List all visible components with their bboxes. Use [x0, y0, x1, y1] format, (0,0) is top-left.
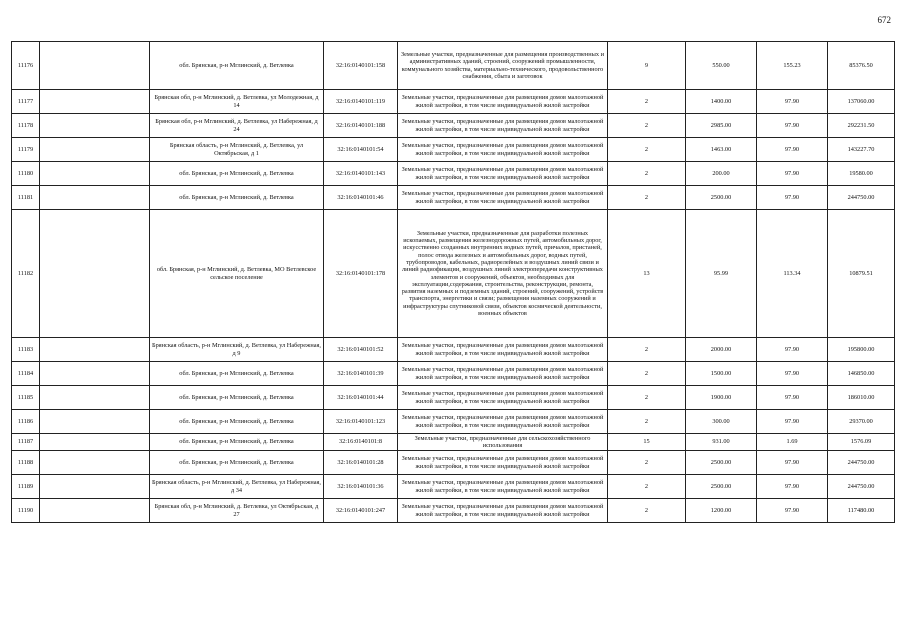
cadastral-number-cell: 32:16:0140101:143: [324, 162, 398, 186]
empty-cell: [40, 451, 150, 475]
cadastral-value-cell: 146850.00: [828, 362, 895, 386]
row-number: 11185: [12, 386, 40, 410]
category-code-cell: 2: [608, 162, 686, 186]
address-cell: обл. Брянская, р-н Мглинский, д. Ветлевка, МО Ветлевское сельское поселение: [150, 210, 324, 338]
area-cell: 2000.00: [686, 338, 757, 362]
address-cell: обл. Брянская, р-н Мглинский, д. Ветлевка: [150, 451, 324, 475]
cadastral-value-cell: 19580.00: [828, 162, 895, 186]
empty-cell: [40, 434, 150, 451]
category-code-cell: 2: [608, 90, 686, 114]
table-row: [12, 499, 895, 523]
row-number: 11189: [12, 475, 40, 499]
category-code-cell: 2: [608, 410, 686, 434]
cadastral-value-cell: 244750.00: [828, 475, 895, 499]
address-cell: Брянская обл, р-н Мглинский, д. Ветлевка, ул Октябрьская, д 27: [150, 499, 324, 523]
cadastral-value-cell: 244750.00: [828, 186, 895, 210]
unit-value-cell: 97.90: [757, 499, 828, 523]
cadastral-value-cell: 292231.50: [828, 114, 895, 138]
land-use-cell: Земельные участки, предназначенные для размещения домов малоэтажной жилой застройки, в том числе индивидуальной жилой застройки: [398, 114, 608, 138]
empty-cell: [40, 210, 150, 338]
land-use-cell: Земельные участки, предназначенные для размещения домов малоэтажной жилой застройки, в том числе индивидуальной жилой застройки: [398, 499, 608, 523]
row-number: 11177: [12, 90, 40, 114]
cadastral-number-cell: 32:16:0140101:46: [324, 186, 398, 210]
land-use-cell: Земельные участки, предназначенные для сельскохозяйственного использования: [398, 434, 608, 451]
area-cell: 300.00: [686, 410, 757, 434]
empty-cell: [40, 410, 150, 434]
area-cell: 2500.00: [686, 475, 757, 499]
table-row: [12, 210, 895, 338]
row-number: 11181: [12, 186, 40, 210]
category-code-cell: 13: [608, 210, 686, 338]
row-number: 11178: [12, 114, 40, 138]
table-row: [12, 138, 895, 162]
cadastral-number-cell: 32:16:0140101:119: [324, 90, 398, 114]
table-row: [12, 90, 895, 114]
category-code-cell: 2: [608, 499, 686, 523]
cadastral-value-cell: 244750.00: [828, 451, 895, 475]
cadastral-number-cell: 32:16:0140101:158: [324, 42, 398, 90]
category-code-cell: 2: [608, 386, 686, 410]
area-cell: 1463.00: [686, 138, 757, 162]
cadastral-number-cell: 32:16:0140101:54: [324, 138, 398, 162]
cadastral-number-cell: 32:16:0140101:44: [324, 386, 398, 410]
category-code-cell: 2: [608, 338, 686, 362]
unit-value-cell: 97.90: [757, 90, 828, 114]
address-cell: обл. Брянская, р-н Мглинский, д. Ветлевка: [150, 42, 324, 90]
unit-value-cell: 97.90: [757, 338, 828, 362]
land-use-cell: Земельные участки, предназначенные для размещения домов малоэтажной жилой застройки, в том числе индивидуальной жилой застройки: [398, 138, 608, 162]
cadastral-number-cell: 32:16:0140101:39: [324, 362, 398, 386]
area-cell: 95.99: [686, 210, 757, 338]
land-use-cell: Земельные участки, предназначенные для размещения домов малоэтажной жилой застройки, в том числе индивидуальной жилой застройки: [398, 362, 608, 386]
area-cell: 1500.00: [686, 362, 757, 386]
unit-value-cell: 155.23: [757, 42, 828, 90]
area-cell: 1200.00: [686, 499, 757, 523]
category-code-cell: 15: [608, 434, 686, 451]
land-use-cell: Земельные участки, предназначенные для разработки полезных ископаемых, размещения железнодорожных путей, автомобильных дорог, искусственно созданных внутренних водных путей, причалов, пристаней, полос отвода железных и автомобильных дорог, водных путей, трубопроводов, кабельных, радиорелейных и воздушных линий связи и линий радиофикации, воздушных линий электропередачи конструктивных элементов и сооружений, объектов, необходимых для эксплуатации,содержания, строительства, реконструкции, ремонта, развития наземных и подземных зданий, строений, сооружений, устройств транспорта, энергетики и связи; размещения наземных сооружений и инфраструктуры спутниковой связи, объектов космической деятельности, военных объектов: [398, 210, 608, 338]
address-cell: Брянская область, р-н Мглинский, д. Ветлевка, ул Октябрьская, д 1: [150, 138, 324, 162]
cadastral-value-cell: 85376.50: [828, 42, 895, 90]
address-cell: обл. Брянская, р-н Мглинский, д. Ветлевка: [150, 410, 324, 434]
category-code-cell: 2: [608, 138, 686, 162]
empty-cell: [40, 362, 150, 386]
row-number: 11183: [12, 338, 40, 362]
row-number: 11188: [12, 451, 40, 475]
land-use-cell: Земельные участки, предназначенные для размещения домов малоэтажной жилой застройки, в том числе индивидуальной жилой застройки: [398, 186, 608, 210]
category-code-cell: 2: [608, 186, 686, 210]
empty-cell: [40, 138, 150, 162]
empty-cell: [40, 386, 150, 410]
area-cell: 1400.00: [686, 90, 757, 114]
row-number: 11190: [12, 499, 40, 523]
area-cell: 2500.00: [686, 186, 757, 210]
address-cell: обл. Брянская, р-н Мглинский, д. Ветлевка: [150, 162, 324, 186]
empty-cell: [40, 42, 150, 90]
table-row: [12, 362, 895, 386]
land-use-cell: Земельные участки, предназначенные для размещения домов малоэтажной жилой застройки, в том числе индивидуальной жилой застройки: [398, 475, 608, 499]
unit-value-cell: 1.69: [757, 434, 828, 451]
cadastral-number-cell: 32:16:0140101:247: [324, 499, 398, 523]
table-row: [12, 162, 895, 186]
table-row: [12, 386, 895, 410]
row-number: 11186: [12, 410, 40, 434]
cadastral-value-cell: 195800.00: [828, 338, 895, 362]
unit-value-cell: 97.90: [757, 186, 828, 210]
cadastral-value-cell: 29370.00: [828, 410, 895, 434]
cadastral-number-cell: 32:16:0140101:178: [324, 210, 398, 338]
cadastral-value-cell: 137060.00: [828, 90, 895, 114]
table-row: [12, 114, 895, 138]
unit-value-cell: 97.90: [757, 451, 828, 475]
empty-cell: [40, 162, 150, 186]
category-code-cell: 9: [608, 42, 686, 90]
cadastral-number-cell: 32:16:0140101:28: [324, 451, 398, 475]
cadastral-value-cell: 1576.09: [828, 434, 895, 451]
land-use-cell: Земельные участки, предназначенные для размещения домов малоэтажной жилой застройки, в том числе индивидуальной жилой застройки: [398, 162, 608, 186]
area-cell: 931.00: [686, 434, 757, 451]
row-number: 11180: [12, 162, 40, 186]
empty-cell: [40, 475, 150, 499]
unit-value-cell: 97.90: [757, 410, 828, 434]
cadastral-value-cell: 10879.51: [828, 210, 895, 338]
cadastral-value-cell: 143227.70: [828, 138, 895, 162]
address-cell: Брянская область, р-н Мглинский, д. Ветлевка, ул Набережная, д 9: [150, 338, 324, 362]
address-cell: обл. Брянская, р-н Мглинский, д. Ветлевка: [150, 186, 324, 210]
row-number: 11176: [12, 42, 40, 90]
table-row: [12, 410, 895, 434]
area-cell: 200.00: [686, 162, 757, 186]
page-number: 672: [877, 15, 891, 25]
area-cell: 2985.00: [686, 114, 757, 138]
unit-value-cell: 113.34: [757, 210, 828, 338]
empty-cell: [40, 499, 150, 523]
table-row: [12, 475, 895, 499]
row-number: 11184: [12, 362, 40, 386]
cadastral-value-cell: 186010.00: [828, 386, 895, 410]
area-cell: 550.00: [686, 42, 757, 90]
row-number: 11187: [12, 434, 40, 451]
cadastral-value-cell: 117480.00: [828, 499, 895, 523]
unit-value-cell: 97.90: [757, 475, 828, 499]
land-use-cell: Земельные участки, предназначенные для размещения производственных и административных зданий, строений, сооружений промышленности, коммунального хозяйства, материально-технического, продовольственного снабжения, сбыта и заготовок: [398, 42, 608, 90]
area-cell: 2500.00: [686, 451, 757, 475]
unit-value-cell: 97.90: [757, 386, 828, 410]
table-row: [12, 434, 895, 451]
land-use-cell: Земельные участки, предназначенные для размещения домов малоэтажной жилой застройки, в том числе индивидуальной жилой застройки: [398, 338, 608, 362]
area-cell: 1900.00: [686, 386, 757, 410]
address-cell: обл. Брянская, р-н Мглинский, д. Ветлевка: [150, 386, 324, 410]
empty-cell: [40, 90, 150, 114]
address-cell: Брянская область, р-н Мглинский, д. Ветлевка, ул Набережная, д 34: [150, 475, 324, 499]
empty-cell: [40, 186, 150, 210]
address-cell: обл. Брянская, р-н Мглинский, д. Ветлевка: [150, 362, 324, 386]
address-cell: Брянская обл, р-н Мглинский, д. Ветлевка, ул Набережная, д 24: [150, 114, 324, 138]
table-row: [12, 451, 895, 475]
table-row: [12, 338, 895, 362]
cadastral-number-cell: 32:16:0140101:36: [324, 475, 398, 499]
empty-cell: [40, 338, 150, 362]
table-row: [12, 186, 895, 210]
cadastral-number-cell: 32:16:0140101:123: [324, 410, 398, 434]
land-use-cell: Земельные участки, предназначенные для размещения домов малоэтажной жилой застройки, в том числе индивидуальной жилой застройки: [398, 90, 608, 114]
category-code-cell: 2: [608, 362, 686, 386]
empty-cell: [40, 114, 150, 138]
land-use-cell: Земельные участки, предназначенные для размещения домов малоэтажной жилой застройки, в том числе индивидуальной жилой застройки: [398, 451, 608, 475]
cadastral-number-cell: 32:16:0140101:8: [324, 434, 398, 451]
category-code-cell: 2: [608, 475, 686, 499]
unit-value-cell: 97.90: [757, 138, 828, 162]
row-number: 11179: [12, 138, 40, 162]
unit-value-cell: 97.90: [757, 162, 828, 186]
address-cell: Брянская обл, р-н Мглинский, д. Ветлевка, ул Молодежная, д 14: [150, 90, 324, 114]
address-cell: обл. Брянская, р-н Мглинский, д. Ветлевка: [150, 434, 324, 451]
table-row: [12, 42, 895, 90]
land-register-table: [11, 41, 895, 523]
land-use-cell: Земельные участки, предназначенные для размещения домов малоэтажной жилой застройки, в том числе индивидуальной жилой застройки: [398, 386, 608, 410]
category-code-cell: 2: [608, 114, 686, 138]
unit-value-cell: 97.90: [757, 362, 828, 386]
land-use-cell: Земельные участки, предназначенные для размещения домов малоэтажной жилой застройки, в том числе индивидуальной жилой застройки: [398, 410, 608, 434]
unit-value-cell: 97.90: [757, 114, 828, 138]
category-code-cell: 2: [608, 451, 686, 475]
row-number: 11182: [12, 210, 40, 338]
cadastral-number-cell: 32:16:0140101:52: [324, 338, 398, 362]
cadastral-number-cell: 32:16:0140101:188: [324, 114, 398, 138]
